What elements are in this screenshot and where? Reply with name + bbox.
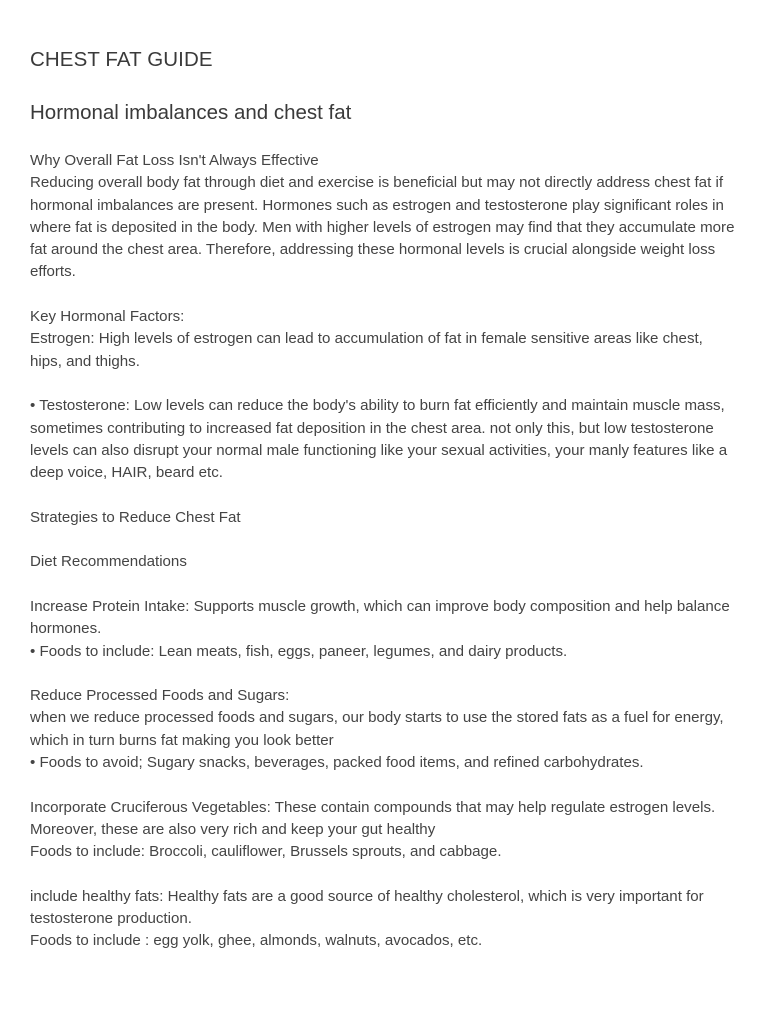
- subheading-diet: Diet Recommendations: [30, 553, 187, 571]
- body-text: [30, 150, 738, 953]
- bullet-protein-foods: • Foods to include: Lean meats, fish, eggs, paneer, legumes, and dairy products.: [30, 642, 568, 660]
- paragraph-fat-loss: Reducing overall body fat through diet and exercise is beneficial but may not directly address chest fat if hormonal imbalances are present. Hormones such as estrogen and testosterone play significant roles in where fat is deposited in the body. Men with higher levels of estrogen may find that they accumulate more fat around the chest area. Therefore, addressing these hormonal levels is crucial alongside weight loss efforts.: [30, 174, 735, 281]
- paragraph-healthy-fats: include healthy fats: Healthy fats are a good source of healthy cholesterol, which is very important for testosterone production.: [30, 887, 704, 928]
- paragraph-protein: Increase Protein Intake: Supports muscle growth, which can improve body composition and help balance hormones.: [30, 597, 730, 638]
- paragraph-cruciferous-foods: Foods to include: Broccoli, cauliflower, Brussels sprouts, and cabbage.: [30, 843, 502, 861]
- paragraph-cruciferous: Incorporate Cruciferous Vegetables: These contain compounds that may help regulate estrogen levels. Moreover, these are also very rich and keep your gut healthy: [30, 798, 716, 838]
- subheading-fat-loss: Why Overall Fat Loss Isn't Always Effective: [30, 152, 319, 169]
- spacer: [30, 864, 738, 886]
- document-title: CHEST FAT GUIDE: [30, 48, 213, 71]
- paragraph-estrogen: Estrogen: High levels of estrogen can lead to accumulation of fat in female sensitive areas like chest, hips, and thighs.: [30, 330, 703, 370]
- spacer: [30, 484, 738, 506]
- paragraph-processed-foods: when we reduce processed foods and sugars, our body starts to use the stored fats as a fuel for energy, which in turn burns fat making you look better: [30, 709, 724, 749]
- bullet-foods-to-avoid: • Foods to avoid; Sugary snacks, beverages, packed food items, and refined carbohydrates.: [30, 754, 644, 772]
- spacer: [30, 774, 738, 796]
- paragraph-healthy-fats-foods: Foods to include : egg yolk, ghee, almonds, walnuts, avocados, etc.: [30, 932, 483, 950]
- subheading-hormonal-factors: Key Hormonal Factors:: [30, 308, 185, 326]
- spacer: [30, 529, 738, 551]
- subheading-strategies: Strategies to Reduce Chest Fat: [30, 508, 241, 526]
- spacer: [30, 373, 738, 395]
- spacer: [30, 574, 738, 596]
- section-heading: Hormonal imbalances and chest fat: [30, 101, 352, 124]
- spacer: [30, 284, 738, 306]
- bullet-testosterone: • Testosterone: Low levels can reduce the body's ability to burn fat efficiently and maintain muscle mass, sometimes contributing to increased fat deposition in the chest area. not only this, but low testosterone levels can also disrupt your normal male functioning like your sexual activities, your manly features like a deep voice, HAIR, beard etc.: [30, 397, 728, 482]
- subheading-processed-foods: Reduce Processed Foods and Sugars:: [30, 687, 290, 705]
- spacer: [30, 663, 738, 685]
